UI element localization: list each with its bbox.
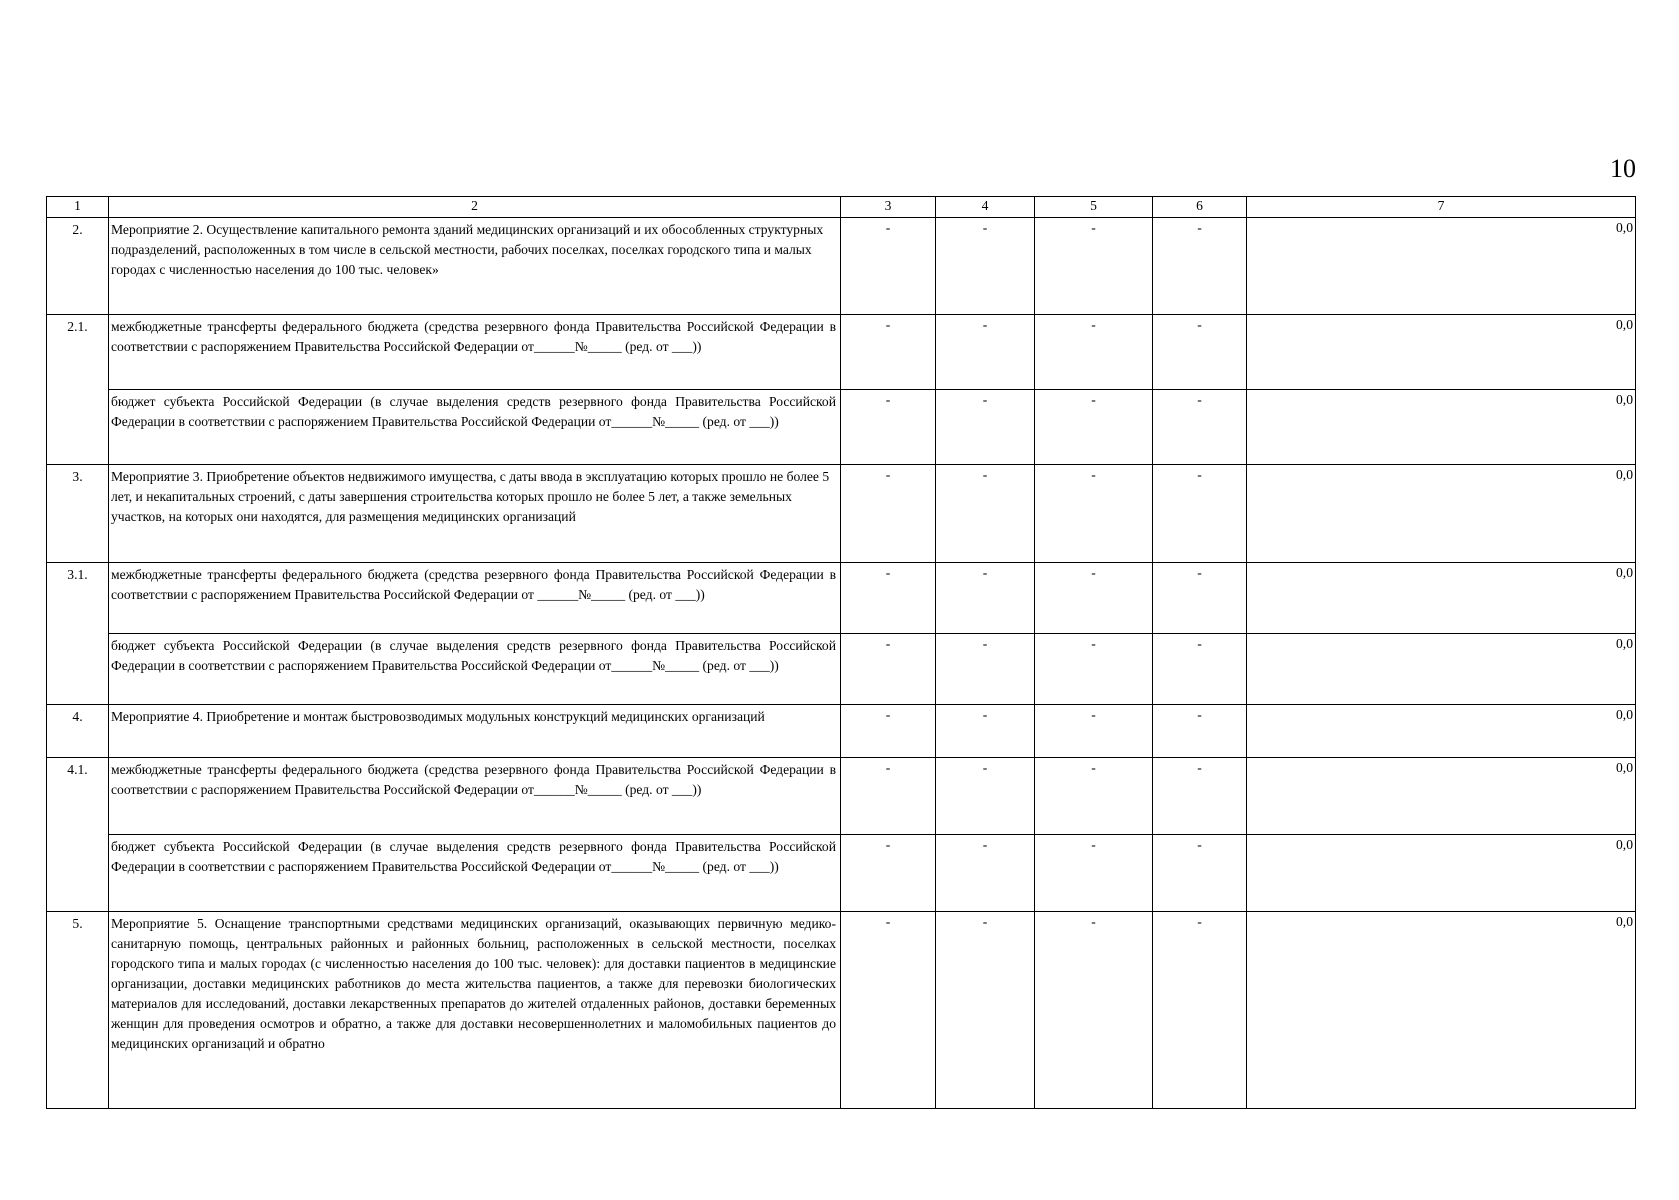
row-description: бюджет субъекта Российской Федерации (в случае выделения средств резервного фонда Правительства Российской Федерации в соответствии с распоряжением Правительства Российской Федерации от______№_____ (ред. от ___)): [109, 634, 841, 705]
cell-col3: -: [841, 835, 936, 912]
table-row: [47, 758, 1636, 835]
column-header-7: 7: [1247, 197, 1636, 218]
row-number-cell: [47, 758, 109, 912]
cell-col4: -: [936, 563, 1035, 634]
row-description: межбюджетные трансферты федерального бюджета (средства резервного фонда Правительства Российской Федерации в соответствии с распоряжением Правительства Российской Федерации от______№_____ (ред. от ___)): [109, 758, 841, 835]
row-description: межбюджетные трансферты федерального бюджета (средства резервного фонда Правительства Российской Федерации в соответствии с распоряжением Правительства Российской Федерации от ______№_____ (ред. от ___)): [109, 563, 841, 634]
cell-col5: -: [1035, 315, 1153, 390]
row-number: 2.: [72, 222, 83, 237]
cell-col3: -: [841, 218, 936, 315]
cell-col6: -: [1153, 315, 1247, 390]
cell-col5: -: [1035, 218, 1153, 315]
cell-col5: -: [1035, 912, 1153, 1109]
cell-col6: -: [1153, 563, 1247, 634]
cell-col5: -: [1035, 835, 1153, 912]
measures-table: [46, 196, 1636, 1109]
column-header-3: 3: [841, 197, 936, 218]
cell-col3: -: [841, 758, 936, 835]
cell-col3: -: [841, 912, 936, 1109]
cell-col4: -: [936, 390, 1035, 465]
cell-col4: -: [936, 218, 1035, 315]
row-number: 3.: [72, 469, 83, 484]
row-number-cell: [47, 218, 109, 315]
header-row: [47, 197, 1636, 218]
cell-col5: -: [1035, 390, 1153, 465]
cell-col3: -: [841, 390, 936, 465]
column-header-4: 4: [936, 197, 1035, 218]
row-number-cell: [47, 563, 109, 705]
column-header-6: 6: [1153, 197, 1247, 218]
row-number-cell: [47, 912, 109, 1109]
table-row: [47, 563, 1636, 634]
column-header-5: 5: [1035, 197, 1153, 218]
cell-col3: -: [841, 465, 936, 563]
row-number-cell: [47, 465, 109, 563]
row-description: Мероприятие 4. Приобретение и монтаж быстровозводимых модульных конструкций медицинских организаций: [109, 705, 841, 758]
cell-col4: -: [936, 758, 1035, 835]
row-number: 3.1.: [67, 567, 88, 582]
cell-col4: -: [936, 634, 1035, 705]
cell-col3: -: [841, 634, 936, 705]
table-row: [47, 835, 1636, 912]
row-number-cell: [47, 315, 109, 465]
cell-col4: -: [936, 705, 1035, 758]
cell-col5: -: [1035, 705, 1153, 758]
cell-col4: -: [936, 835, 1035, 912]
cell-col6: -: [1153, 912, 1247, 1109]
row-description: межбюджетные трансферты федерального бюджета (средства резервного фонда Правительства Российской Федерации в соответствии с распоряжением Правительства Российской Федерации от______№_____ (ред. от ___)): [109, 315, 841, 390]
row-description: Мероприятие 3. Приобретение объектов недвижимого имущества, с даты ввода в эксплуатацию которых прошло не более 5 лет, и некапитальных строений, с даты завершения строительства которых прошло не более 5 лет, а также земельных участков, на которых они находятся, для размещения медицинских организаций: [109, 465, 841, 563]
cell-col3: -: [841, 705, 936, 758]
cell-col7: 0,0: [1247, 705, 1636, 758]
row-description: Мероприятие 2. Осуществление капитального ремонта зданий медицинских организаций и их обособленных структурных подразделений, расположенных в том числе в сельской местности, рабочих поселках, поселках городского типа и малых городах с численностью населения до 100 тыс. человек»: [109, 218, 841, 315]
cell-col4: -: [936, 465, 1035, 563]
row-description: бюджет субъекта Российской Федерации (в случае выделения средств резервного фонда Правительства Российской Федерации в соответствии с распоряжением Правительства Российской Федерации от______№_____ (ред. от ___)): [109, 835, 841, 912]
cell-col7: 0,0: [1247, 634, 1636, 705]
cell-col6: -: [1153, 634, 1247, 705]
cell-col7: 0,0: [1247, 390, 1636, 465]
cell-col7: 0,0: [1247, 912, 1636, 1109]
cell-col6: -: [1153, 758, 1247, 835]
table-row: [47, 390, 1636, 465]
cell-col5: -: [1035, 465, 1153, 563]
row-number: 4.1.: [67, 762, 88, 777]
row-number-cell: [47, 705, 109, 758]
row-description: Мероприятие 5. Оснащение транспортными средствами медицинских организаций, оказывающих первичную медико-санитарную помощь, центральных районных и районных больниц, расположенных в сельской местности, поселках городского типа и малых городах (с численностью населения до 100 тыс. человек): для доставки пациентов в медицинские организации, доставки медицинских работников до места жительства пациентов, а также для перевозки биологических материалов для исследований, доставки лекарственных препаратов до жителей отдаленных районов, доставки беременных женщин для проведения осмотров и обратно, а также для доставки несовершеннолетних и маломобильных пациентов до медицинских организаций и обратно: [109, 912, 841, 1109]
cell-col5: -: [1035, 634, 1153, 705]
table-row: [47, 705, 1636, 758]
cell-col6: -: [1153, 465, 1247, 563]
cell-col7: 0,0: [1247, 563, 1636, 634]
cell-col7: 0,0: [1247, 315, 1636, 390]
cell-col3: -: [841, 315, 936, 390]
cell-col4: -: [936, 315, 1035, 390]
column-header-1: 1: [47, 197, 109, 218]
row-number: 2.1.: [67, 319, 88, 334]
cell-col6: -: [1153, 835, 1247, 912]
table-row: [47, 634, 1636, 705]
cell-col7: 0,0: [1247, 758, 1636, 835]
cell-col6: -: [1153, 218, 1247, 315]
cell-col7: 0,0: [1247, 835, 1636, 912]
table-row: [47, 218, 1636, 315]
cell-col7: 0,0: [1247, 218, 1636, 315]
page-number: 10: [1610, 154, 1636, 183]
cell-col5: -: [1035, 758, 1153, 835]
cell-col4: -: [936, 912, 1035, 1109]
table-row: [47, 315, 1636, 390]
cell-col7: 0,0: [1247, 465, 1636, 563]
cell-col5: -: [1035, 563, 1153, 634]
row-description: бюджет субъекта Российской Федерации (в случае выделения средств резервного фонда Правительства Российской Федерации в соответствии с распоряжением Правительства Российской Федерации от______№_____ (ред. от ___)): [109, 390, 841, 465]
table-row: [47, 465, 1636, 563]
row-number: 4.: [72, 709, 83, 724]
row-number: 5.: [72, 916, 83, 931]
cell-col3: -: [841, 563, 936, 634]
cell-col6: -: [1153, 705, 1247, 758]
cell-col6: -: [1153, 390, 1247, 465]
column-header-2: 2: [109, 197, 841, 218]
table-row: [47, 912, 1636, 1109]
